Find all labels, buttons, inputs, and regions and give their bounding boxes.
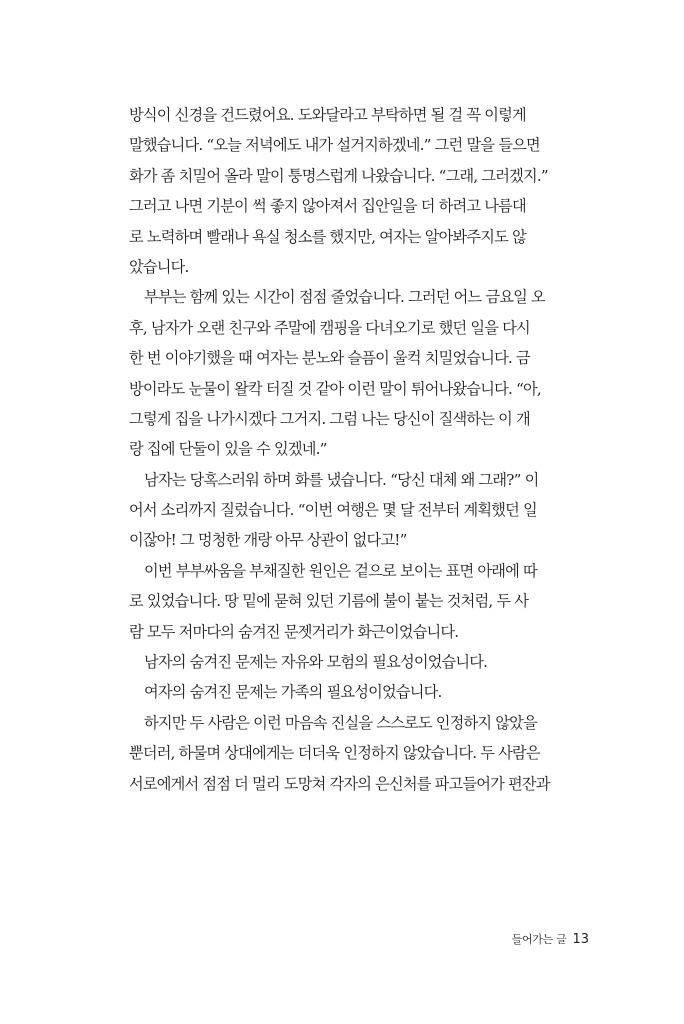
text-line: 그러고 나면 기분이 썩 좋지 않아져서 집안일을 더 하려고 나름대 (129, 197, 526, 216)
text-line: 랑 집에 단둘이 있을 수 있겠네.” (129, 440, 327, 459)
text-line: 후, 남자가 오랜 친구와 주말에 캠핑을 다녀오기로 했던 일을 다시 (129, 318, 530, 337)
text-line: 그렇게 집을 나가시겠다 그거지. 그럼 나는 당신이 질색하는 이 개 (129, 409, 530, 428)
text-line: 한 번 이야기했을 때 여자는 분노와 슬픔이 울컥 치밀었습니다. 금 (129, 349, 530, 368)
text-line: 로 있었습니다. 땅 밑에 묻혀 있던 기름에 불이 붙는 것처럼, 두 사 (129, 592, 529, 611)
text-line: 이번 부부싸움을 부채질한 원인은 겉으로 보이는 표면 아래에 따 (144, 561, 537, 580)
text-line: 람 모두 저마다의 숨겨진 문젯거리가 화근이었습니다. (129, 622, 459, 641)
text-line: 남자의 숨겨진 문제는 자유와 모험의 필요성이었습니다. (144, 653, 488, 672)
text-line: 하지만 두 사람은 이런 마음속 진실을 스스로도 인정하지 않았을 (144, 713, 537, 732)
text-line: 이잖아! 그 멍청한 개랑 아무 상관이 없다고!” (129, 531, 407, 550)
text-line: 로 노력하며 빨래나 욕실 청소를 했지만, 여자는 알아봐주지도 않 (129, 227, 526, 246)
text-line: 화가 좀 치밀어 올라 말이 퉁명스럽게 나왔습니다. “그래, 그러겠지.” (129, 166, 548, 185)
text-line: 서로에게서 점점 더 멀리 도망쳐 각자의 은신처를 파고들어가 편잔과 (129, 774, 550, 793)
text-line: 뿐더러, 하물며 상대에게는 더더욱 인정하지 않았습니다. 두 사람은 (129, 744, 540, 763)
page-number: 13 (572, 932, 589, 947)
page-footer (512, 928, 589, 947)
text-line: 부부는 함께 있는 시간이 점점 줄었습니다. 그러던 어느 금요일 오 (144, 288, 545, 307)
text-line: 여자의 숨겨진 문제는 가족의 필요성이었습니다. (144, 683, 442, 702)
text-line: 방이라도 눈물이 왈칵 터질 것 같아 이런 말이 튀어나왔습니다. “아, (129, 379, 541, 398)
text-line: 말했습니다. “오늘 저녁에도 내가 설거지하겠네.” 그런 말을 들으면 (129, 136, 540, 155)
section-title: 들어가는 글 (511, 933, 567, 946)
text-line: 어서 소리까지 질렀습니다. “이번 여행은 몇 달 전부터 계획했던 일 (129, 501, 537, 520)
text-line: 았습니다. (129, 257, 189, 276)
text-line: 남자는 당혹스러워 하며 화를 냈습니다. “당신 대체 왜 그래?” 이 (144, 470, 539, 489)
text-line: 방식이 신경을 건드렸어요. 도와달라고 부탁하면 될 걸 꼭 이렇게 (129, 106, 526, 124)
body-text (129, 100, 587, 799)
